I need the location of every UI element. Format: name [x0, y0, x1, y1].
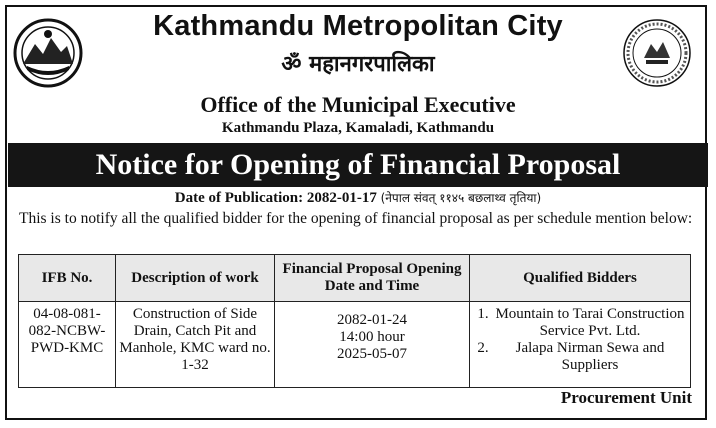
- publication-date: Date of Publication: 2082-01-17: [174, 190, 377, 206]
- bidder-number: 2.: [477, 340, 489, 356]
- office-title: Office of the Municipal Executive: [200, 92, 516, 117]
- table-row: [19, 302, 691, 388]
- office-address: Kathmandu Plaza, Kamaladi, Kathmandu: [221, 120, 495, 136]
- bidder-list: [473, 306, 687, 374]
- list-item: [473, 306, 687, 340]
- cell-description: Construction of Side Drain, Catch Pit and Manhole, KMC ward no. 1-32: [116, 302, 275, 388]
- notice-intro: This is to notify all the qualified bidder for the opening of financial proposal as per schedule mention below:: [19, 210, 693, 227]
- cell-ifb-no: 04-08-081-082-NCBW-PWD-KMC: [19, 302, 116, 388]
- opening-date-bs: 2082-01-24: [337, 312, 407, 328]
- procurement-unit-signature: Procurement Unit: [560, 388, 692, 407]
- schedule-table: [18, 254, 691, 388]
- header-qualified-bidders: Qualified Bidders: [470, 255, 691, 302]
- publication-date-line: [0, 189, 716, 207]
- opening-time: 14:00 hour: [339, 329, 405, 345]
- bidder-name: Mountain to Tarai Construction Service Pvt. Ltd.: [495, 306, 685, 339]
- bidder-name: Jalapa Nirman Sewa and Suppliers: [515, 340, 665, 373]
- cell-qualified-bidders: [470, 302, 691, 388]
- header-opening-date: Financial Proposal Opening Date and Time: [275, 255, 470, 302]
- org-title-nepali: ॐ महानगरपालिका: [281, 51, 435, 77]
- cell-opening-date: [275, 302, 470, 388]
- notice-title: Notice for Opening of Financial Proposal: [95, 148, 621, 181]
- notice-title-banner: [8, 143, 708, 187]
- publication-date-nepali: (नेपाल संवत् ११४५ बछलाथ्व तृतिया): [380, 191, 542, 205]
- org-title: Kathmandu Metropolitan City: [153, 10, 563, 42]
- header-ifb-no: IFB No.: [19, 255, 116, 302]
- opening-date-ad: 2025-05-07: [337, 346, 407, 362]
- list-item: [473, 340, 687, 374]
- header-description: Description of work: [116, 255, 275, 302]
- bidder-number: 1.: [477, 306, 489, 322]
- table-header-row: [19, 255, 691, 302]
